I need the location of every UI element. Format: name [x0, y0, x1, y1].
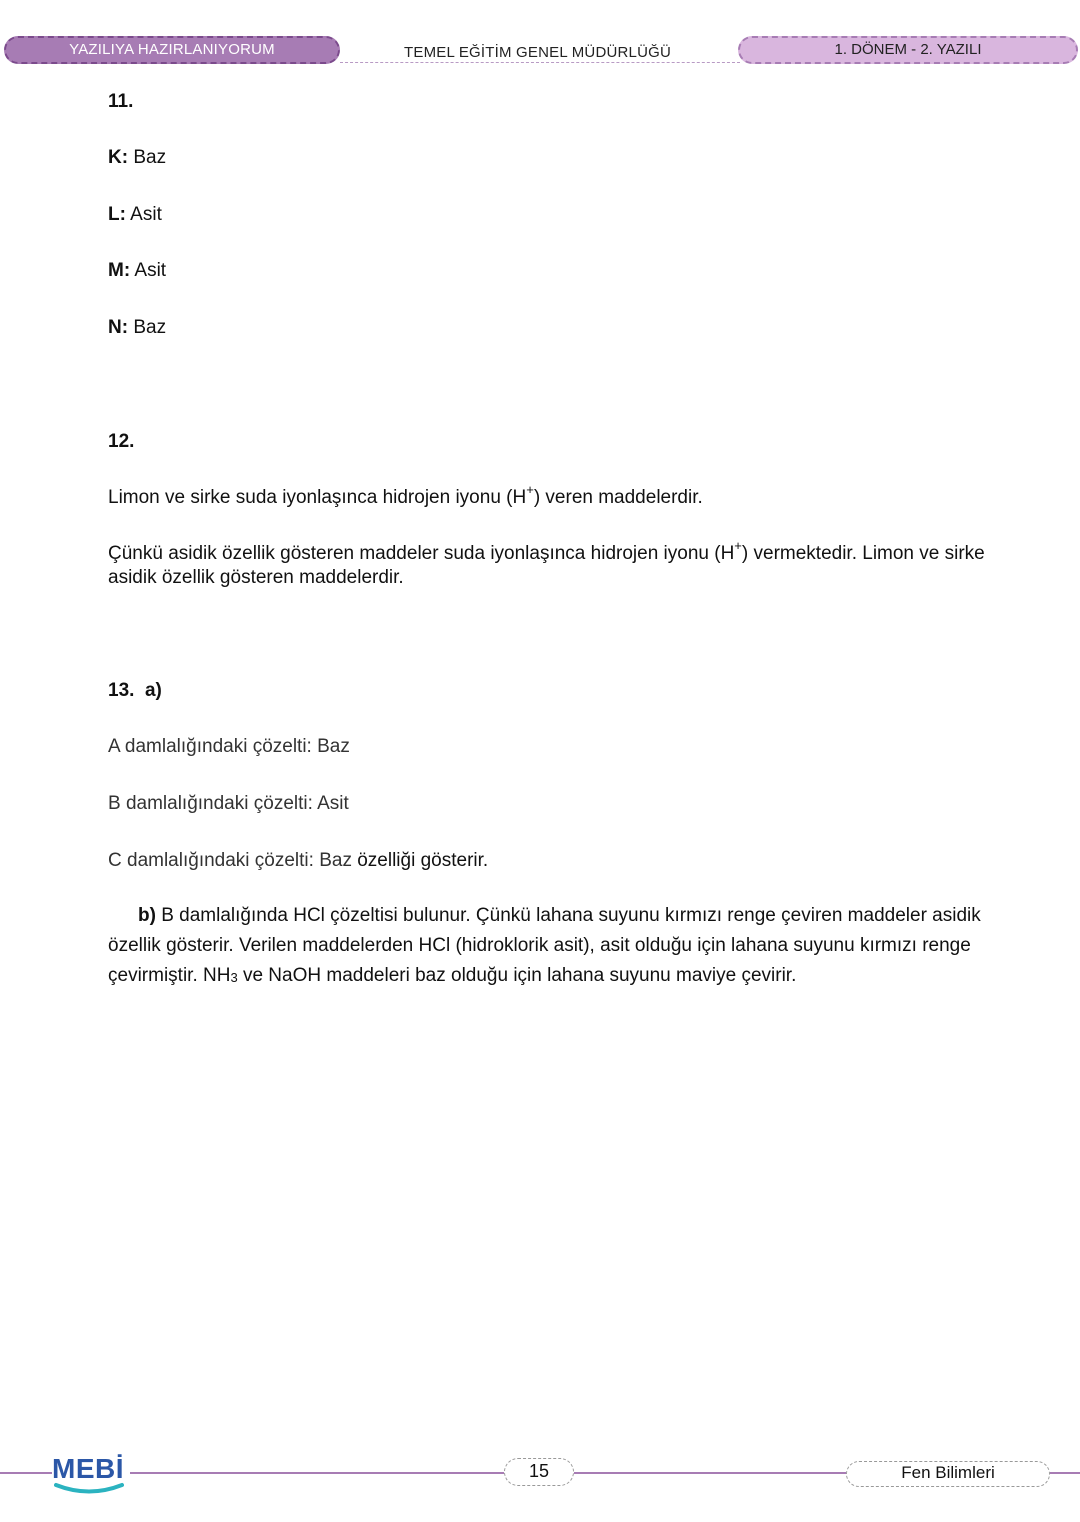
q11-answer-k — [108, 146, 166, 170]
footer-line-middle-right — [574, 1472, 846, 1474]
q11-answer-key: K: — [108, 147, 129, 168]
footer-line-right — [1050, 1472, 1080, 1474]
q11-answer-value: Baz — [133, 147, 167, 168]
q12-answer-line — [108, 481, 703, 510]
q13-a-line3-start: C damlalığındaki çözelti: Baz — [108, 850, 352, 871]
mebi-logo-text: MEBİ — [52, 1453, 124, 1484]
q12-number: 12. — [108, 431, 135, 452]
q12-explanation — [108, 537, 988, 590]
footer-line-left — [0, 1472, 52, 1474]
q11-answer-key: L: — [108, 204, 126, 225]
q13-heading — [108, 679, 162, 703]
q11-answer-value: Asit — [130, 204, 162, 225]
q11-answer-key: M: — [108, 260, 131, 281]
q13-part-a-label: a) — [144, 680, 162, 701]
header-right-label: 1. DÖNEM - 2. YAZILI — [834, 41, 982, 58]
q13-part-b-label: b) — [138, 905, 156, 926]
q13-a-line-3 — [108, 849, 488, 873]
q11-answer-l — [108, 203, 162, 227]
q13-b-text-end: ve NaOH maddeleri baz olduğu için lahana suyunu maviye çevirir. — [237, 965, 797, 986]
mebi-logo — [52, 1452, 128, 1496]
header-left-label: YAZILIYA HAZIRLANIYORUM — [69, 41, 275, 58]
q11-answer-value: Baz — [133, 317, 167, 338]
q12-para2-end: ) vermektedir. Limon ve sirke asidik özellik gösteren maddelerdir. — [108, 543, 985, 588]
footer-line-middle-left — [130, 1472, 504, 1474]
q13-number: 13. — [108, 680, 135, 701]
q12-line1-start: Limon ve sirke suda iyonlaşınca hidrojen iyonu (H — [108, 487, 527, 508]
q11-number: 11. — [108, 91, 134, 112]
q12-para2-start: Çünkü asidik özellik gösteren maddeler suda iyonlaşınca hidrojen iyonu (H — [108, 543, 735, 564]
header-right-banner — [738, 36, 1078, 64]
q11-answer-n — [108, 316, 166, 340]
q11-answer-value: Asit — [134, 260, 167, 281]
header-divider — [340, 62, 740, 63]
q11-answer-m — [108, 259, 166, 283]
mebi-logo-arc-icon — [54, 1482, 124, 1494]
q12-line1-end: ) veren maddelerdir. — [533, 487, 703, 508]
subject-label: Fen Bilimleri — [846, 1461, 1050, 1487]
q13-part-b — [108, 901, 988, 991]
q13-a-line3-end: özelliği gösterir. — [351, 850, 489, 871]
q12-line1-superscript: + — [526, 481, 534, 497]
q13-a-line-1: A damlalığındaki çözelti: Baz — [108, 736, 350, 757]
header-center-label: TEMEL EĞİTİM GENEL MÜDÜRLÜĞÜ — [404, 44, 672, 61]
q13-b-text-start: B damlalığında HCl çözeltisi bulunur. Çünkü lahana suyunu kırmızı renge çeviren maddeler asidik özellik gösterir. Verilen maddelerden HCl (hidroklorik asit), asit olduğu için lahana suyunu kırmızı renge çevirmiştir. NH — [108, 905, 981, 986]
q13-b-subscript: 3 — [230, 970, 238, 985]
page-number: 15 — [504, 1458, 574, 1486]
q12-para2-superscript: + — [734, 537, 742, 553]
q11-answer-key: N: — [108, 317, 129, 338]
header-left-banner — [4, 36, 340, 64]
q13-a-line-2: B damlalığındaki çözelti: Asit — [108, 793, 349, 814]
